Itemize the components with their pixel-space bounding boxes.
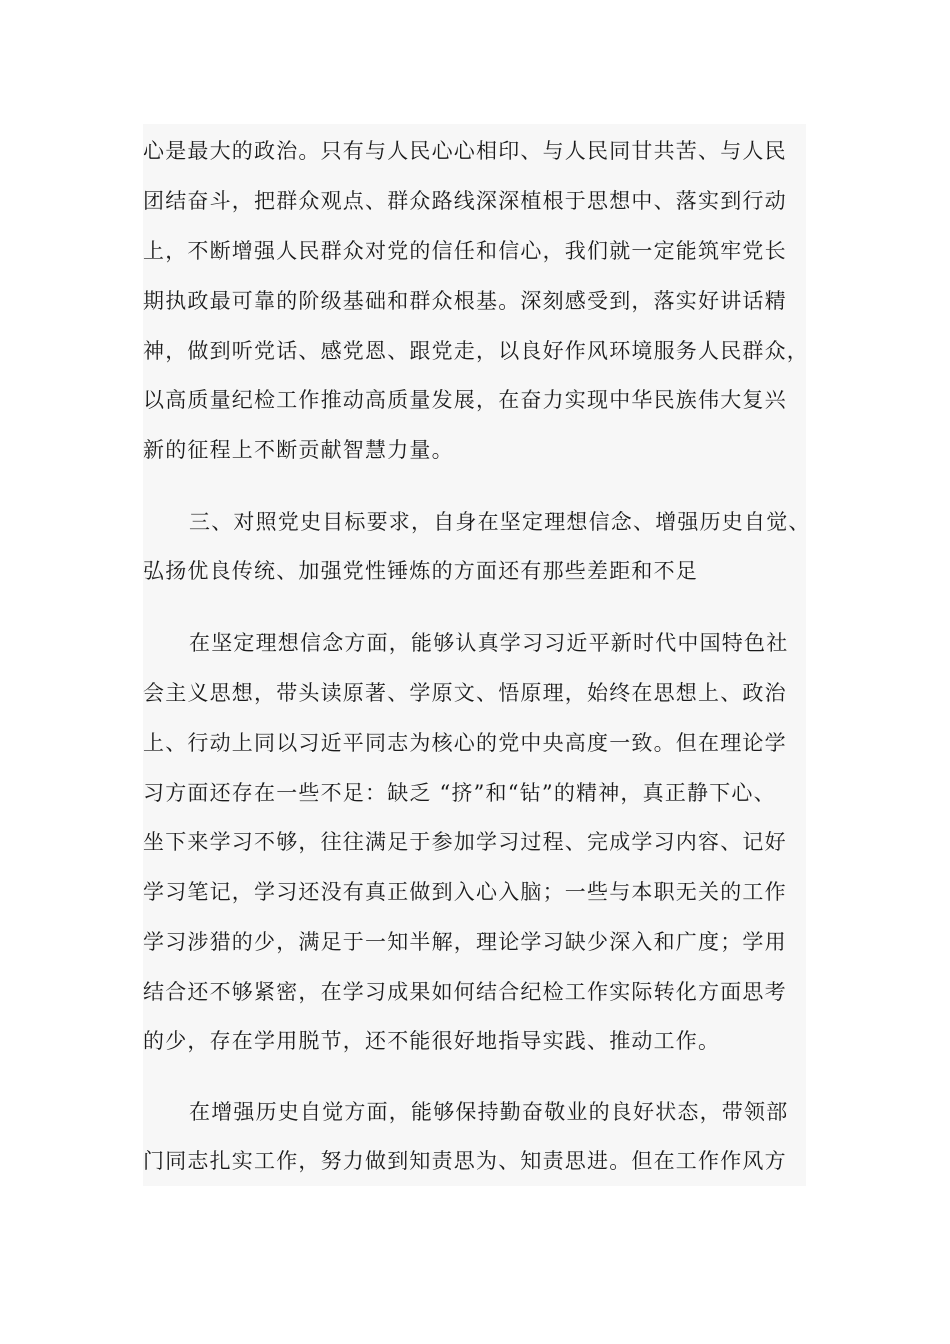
- section-heading-line: 三、对照党史目标要求，自身在坚定理想信念、增强历史自觉、: [189, 510, 811, 534]
- paragraph-line: 上，不断增强人民群众对党的信任和信心，我们就一定能筑牢党长: [143, 239, 787, 263]
- paragraph-line: 期执政最可靠的阶级基础和群众根基。深刻感受到，落实好讲话精: [143, 289, 787, 313]
- paragraph-line: 门同志扎实工作，努力做到知责思为、知责思进。但在工作作风方: [143, 1149, 787, 1173]
- paragraph-line: 结合还不够紧密，在学习成果如何结合纪检工作实际转化方面思考: [143, 980, 787, 1004]
- paragraph-line: 以高质量纪检工作推动高质量发展，在奋力实现中华民族伟大复兴: [143, 388, 787, 412]
- section-heading-line: 弘扬优良传统、加强党性锤炼的方面还有那些差距和不足: [143, 559, 698, 583]
- paragraph-line: 上、行动上同以习近平同志为核心的党中央高度一致。但在理论学: [143, 731, 787, 755]
- paragraph-line: 的少，存在学用脱节，还不能很好地指导实践、推动工作。: [143, 1029, 721, 1053]
- paragraph-line: 坐下来学习不够，往往满足于参加学习过程、完成学习内容、记好: [143, 830, 787, 854]
- paragraph-line: 在增强历史自觉方面，能够保持勤奋敬业的良好状态，带领部: [189, 1100, 789, 1124]
- paragraph-line: 心是最大的政治。只有与人民心心相印、与人民同甘共苦、与人民: [143, 139, 787, 163]
- paragraph-line: 在坚定理想信念方面，能够认真学习习近平新时代中国特色社: [189, 631, 789, 655]
- paragraph-line: 学习笔记，学习还没有真正做到入心入脑；一些与本职无关的工作: [143, 880, 787, 904]
- paragraph-line: 神，做到听党话、感党恩、跟党走，以良好作风环境服务人民群众，: [143, 339, 809, 363]
- paragraph-line: 习方面还存在一些不足：缺乏 “挤”和“钻”的精神，真正静下心、: [143, 781, 776, 805]
- paragraph-line: 团结奋斗，把群众观点、群众路线深深植根于思想中、落实到行动: [143, 189, 787, 213]
- paragraph-line: 新的征程上不断贡献智慧力量。: [143, 438, 454, 462]
- paragraph-line: 学习涉猎的少，满足于一知半解，理论学习缺少深入和广度；学用: [143, 930, 787, 954]
- paragraph-line: 会主义思想，带头读原著、学原文、悟原理，始终在思想上、政治: [143, 681, 787, 705]
